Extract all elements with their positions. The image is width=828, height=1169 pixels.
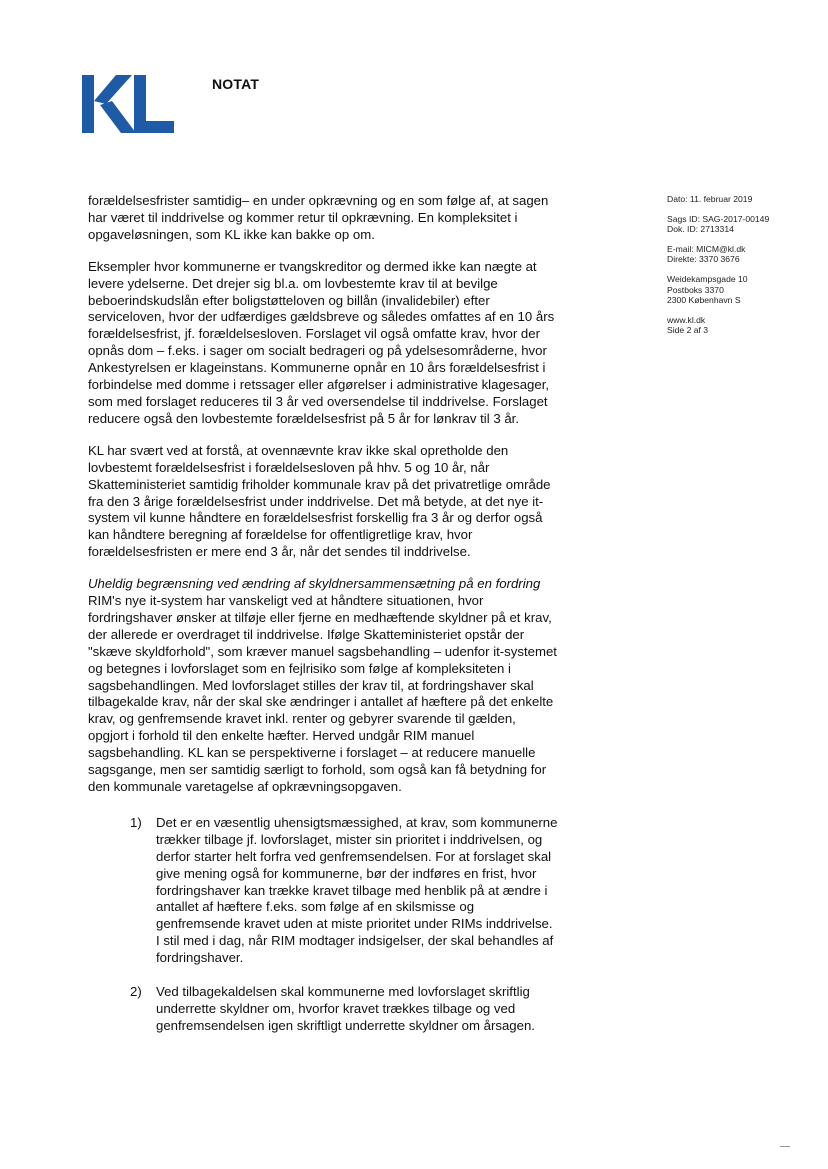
page-number: Side 2 af 3 [667, 325, 709, 336]
website: www.kl.dk [667, 314, 706, 325]
address-city: 2300 København S [667, 295, 741, 306]
section-heading: Uheldig begrænsning ved ændring af skyldnersammensætning på en fordring [88, 576, 541, 592]
address-pobox: Postboks 3370 [667, 284, 724, 295]
paragraph-3: KL har svært ved at forstå, at ovennævnte krav ikke skal opretholde den lovbestemt forældelsesfrist i forældelsesloven på hhv. 5 og 10 år, når Skatteministeriet samtidig friholder kommunale krav på det privatretlige område fra den 3 årige forældelsesfrist under inddrivelse. Det må betyde, at det nye it-system vil kunne håndtere en forældelsesfrist forskellig fra 3 år og derfor også kan håndtere beregning af forældelse for offentligretlige krav, hvor forældelsesfristen er mere end 3 år, når det sendes til inddrivelse. [88, 442, 551, 560]
document-date: Dato: 11. februar 2019 [667, 194, 753, 204]
contact-group [667, 244, 817, 265]
numbered-list [88, 815, 558, 1035]
document-type: NOTAT [212, 76, 260, 92]
list-item-text: Det er en væsentlig uhensigtsmæssighed, at krav, som kommunerne trækker tilbage jf. lovforslaget, mister sin prioritet i inddrivelsen, og derfor starter helt forfra ved genfremsendelsen. For at forslaget skal give mening også for kommunerne, bør der indføres en frist, hvor fordringshaver kan trække kravet tilbage med henblik på at ændre i antallet af hæftere f.eks. som følge af en skilsmisse og genfremsende kravet uden at miste prioritet under RIMs inddrivelse. I stil med i dag, når RIM modtager indsigelser, der skal behandles af fordringshaver. [156, 814, 558, 966]
email: E-mail: MICM@kl.dk [667, 243, 746, 254]
list-item [130, 815, 558, 967]
document-metadata [667, 194, 817, 345]
list-item-number: 1) [130, 814, 142, 830]
address-group [667, 274, 817, 306]
id-group [667, 214, 817, 235]
direct-phone: Direkte: 3370 3676 [667, 254, 740, 265]
date-group [667, 194, 817, 205]
list-item [130, 984, 558, 1035]
kl-logo-mark [80, 74, 176, 134]
web-group [667, 315, 817, 336]
address-street: Weidekampsgade 10 [667, 273, 748, 284]
document-id: Dok. ID: 2713314 [667, 224, 734, 235]
paragraph-1: forældelsesfrister samtidig– en under opkrævning og en som følge af, at sagen har været til inddrivelse og kommer retur til opkrævning. En kompleksitet i opgaveløsningen, som KL ikke kan bakke op om. [88, 193, 549, 242]
paragraph-4: RIM's nye it-system har vanskeligt ved at håndtere situationen, hvor fordringshaver ønsker at tilføje eller fjerne en medhæftende skyldner på et krav, der allerede er overdraget til inddrivelse. Ifølge Skatteministeriet opstår der "skæve skyldforhold", som kræver manuel sagsbehandling – udenfor it-systemet og betegnes i lovforslaget som en fejlrisiko som følge af kompleksiteten i sagsbehandlingen. Med lovforslaget stilles der krav til, at fordringshaver skal tilbagekalde krav, når der skal ske ændringer i antallet af hæftere på det enkelte krav, og genfremsende kravet inkl. renter og gebyrer svarende til gælden, opgjort i forhold til den enkelte hæfter. Herved undgår RIM manuel sagsbehandling. KL kan se perspektiverne i forslaget – at reducere manuelle sagsgange, men ser samtidig særligt to forhold, som også kan få betydning for den kommunale varetagelse af opkrævningsopgaven. [88, 593, 557, 794]
list-item-text: Ved tilbagekaldelsen skal kommunerne med lovforslaget skriftlig underrette skyldner om, hvorfor kravet trækkes tilbage og ved genfremsendelsen igen skriftligt underrette skyldner om årsagen. [156, 984, 535, 1033]
list-item-number: 2) [130, 984, 142, 1000]
page-mark [780, 1146, 790, 1147]
case-id: Sags ID: SAG-2017-00149 [667, 213, 770, 224]
document-body [88, 193, 558, 1052]
kl-logo [80, 74, 176, 134]
paragraph-2: Eksempler hvor kommunerne er tvangskreditor og dermed ikke kan nægte at levere ydelserne. Det drejer sig bl.a. om lovbestemte krav til at bevilge beboerindskudslån efter boligstøtteloven og billån (invalidebiler) efter serviceloven, hvor der udfærdiges gældsbreve og således omfattes af en 10 års forældelsesfrist, jf. forældelsesloven. Forslaget vil også omfatte krav, hvor der opnås dom – f.eks. i sager om socialt bedrageri og på ydelsesområderne, hvor Ankestyrelsen er klageinstans. Kommunerne opnår en 10 års forældelsesfrist i forbindelse med domme i retssager eller afgørelser i administrative klagesager, som med forslaget reduceres til 3 år ved oversendelse til inddrivelse. Forslaget reducere også den lovbestemte forældelsesfrist på 5 år for lønkrav til 3 år. [88, 258, 555, 426]
